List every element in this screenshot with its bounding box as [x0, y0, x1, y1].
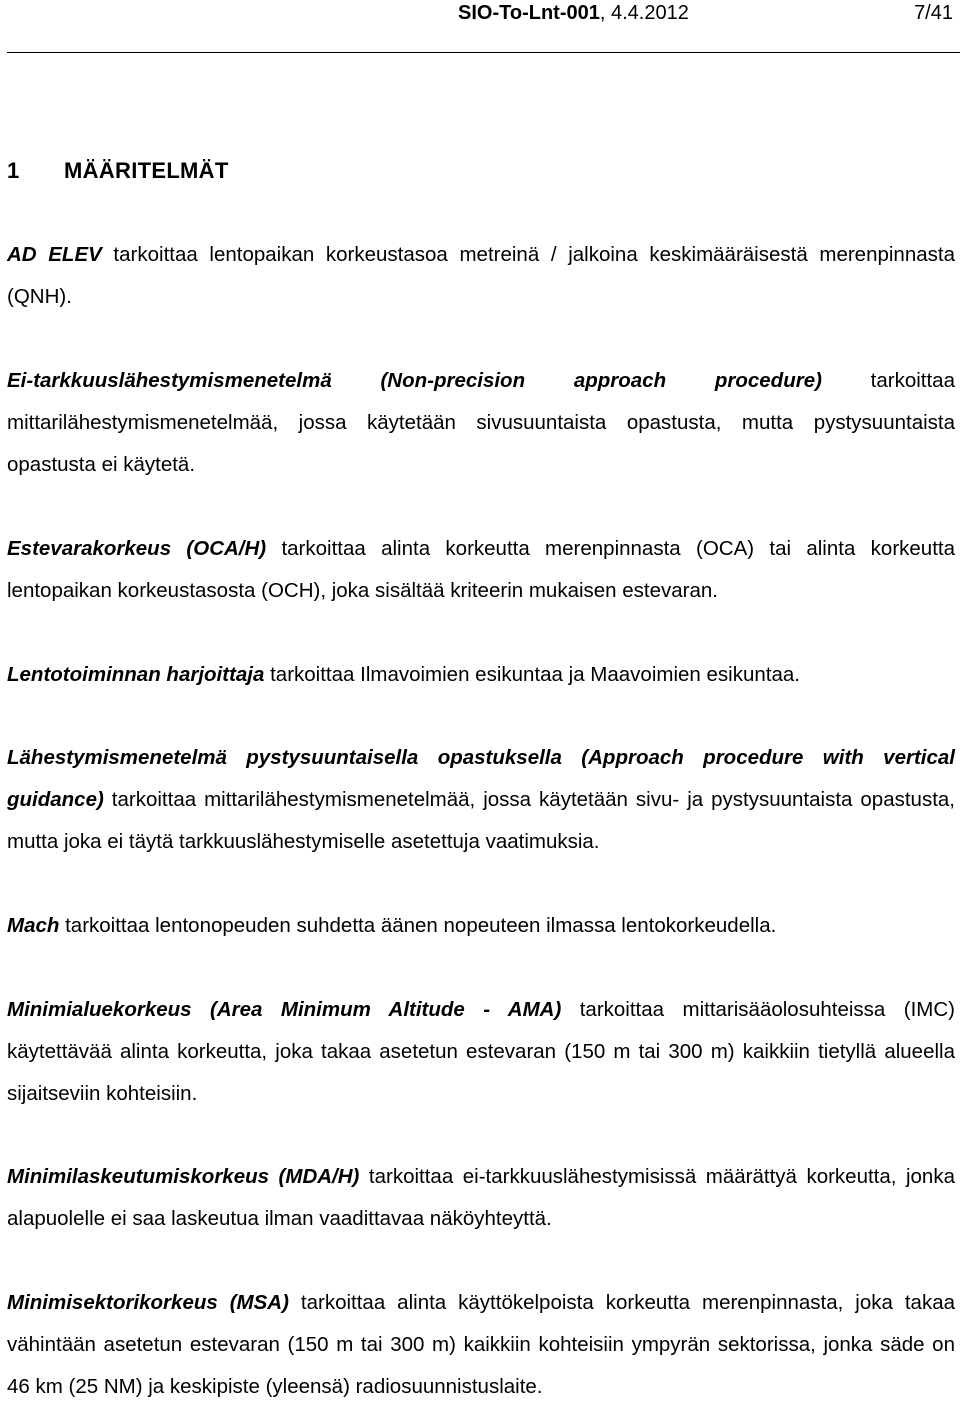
section-heading	[7, 158, 229, 184]
definition-term: AD ELEV	[7, 243, 102, 266]
definition-text: tarkoittaa lentopaikan korkeustasoa metreinä / jalkoina keskimääräisestä merenpinnasta (QNH).	[7, 243, 955, 308]
definition-term: Lentotoiminnan harjoittaja	[7, 663, 265, 686]
definition-mach	[7, 905, 955, 947]
definition-ama	[7, 989, 955, 1115]
definition-term: Mach	[7, 914, 60, 937]
section-title: MÄÄRITELMÄT	[64, 158, 229, 183]
definition-term: Minimilaskeutumiskorkeus (MDA/H)	[7, 1165, 360, 1188]
definition-msa	[7, 1282, 955, 1408]
page-header	[0, 0, 960, 32]
document-id: SIO-To-Lnt-001	[458, 2, 600, 24]
definition-term: Minimialuekorkeus (Area Minimum Altitude - AMA)	[7, 998, 562, 1021]
definition-term: Estevarakorkeus (OCA/H)	[7, 537, 267, 560]
definition-term: Minimisektorikorkeus (MSA)	[7, 1291, 289, 1314]
definition-operator	[7, 654, 955, 696]
definition-non-precision-approach	[7, 360, 955, 486]
definition-apv	[7, 737, 955, 863]
definition-text: tarkoittaa mittarilähestymismenetelmää, jossa käytetään sivu- ja pystysuuntaista opastusta, mutta joka ei täytä tarkkuuslähestymiselle asetettuja vaatimuksia.	[7, 788, 955, 853]
definition-text: tarkoittaa mittarilähestymismenetelmää, jossa käytetään sivusuuntaista opastusta, mutta pystysuuntaista opastusta ei käytetä.	[7, 369, 955, 476]
definition-text: tarkoittaa lentonopeuden suhdetta äänen nopeuteen ilmassa lentokorkeudella.	[59, 914, 777, 937]
definition-mda-h	[7, 1156, 955, 1240]
definition-term: Ei-tarkkuuslähestymismenetelmä (Non-precision approach procedure)	[7, 369, 822, 392]
definition-ad-elev	[7, 234, 955, 318]
definition-text: tarkoittaa alinta korkeutta merenpinnasta (OCA) tai alinta korkeutta lentopaikan korkeustasosta (OCH), joka sisältää kriteerin mukaisen estevaran.	[7, 537, 955, 602]
section-number: 1	[7, 158, 20, 183]
definition-text: tarkoittaa Ilmavoimien esikuntaa ja Maavoimien esikuntaa.	[264, 663, 800, 686]
page-number: 7/41	[914, 2, 953, 24]
definition-oca-h	[7, 528, 955, 612]
definition-text: tarkoittaa alinta käyttökelpoista korkeutta merenpinnasta, joka takaa vähintään asetetun estevaran (150 m tai 300 m) kaikkiin kohteisiin ympyrän sektorissa, jonka säde on 46 km (25 NM) ja keskipiste (yleensä) radiosuunnistuslaite.	[7, 1291, 955, 1398]
document-date: , 4.4.2012	[599, 2, 689, 24]
document-reference	[458, 2, 689, 25]
definition-text: tarkoittaa ei-tarkkuuslähestymisissä määrättyä korkeutta, jonka alapuolelle ei saa laskeutua ilman vaadittavaa näköyhteyttä.	[7, 1165, 955, 1230]
definition-text: tarkoittaa mittarisääolosuhteissa (IMC) käytettävää alinta korkeutta, joka takaa asetetun estevaran (150 m tai 300 m) kaikkiin tietyllä alueella sijaitseviin kohteisiin.	[7, 998, 955, 1105]
header-divider	[7, 52, 960, 53]
definition-term: Lähestymismenetelmä pystysuuntaisella opastuksella (Approach procedure with vertical guidance)	[7, 746, 955, 811]
